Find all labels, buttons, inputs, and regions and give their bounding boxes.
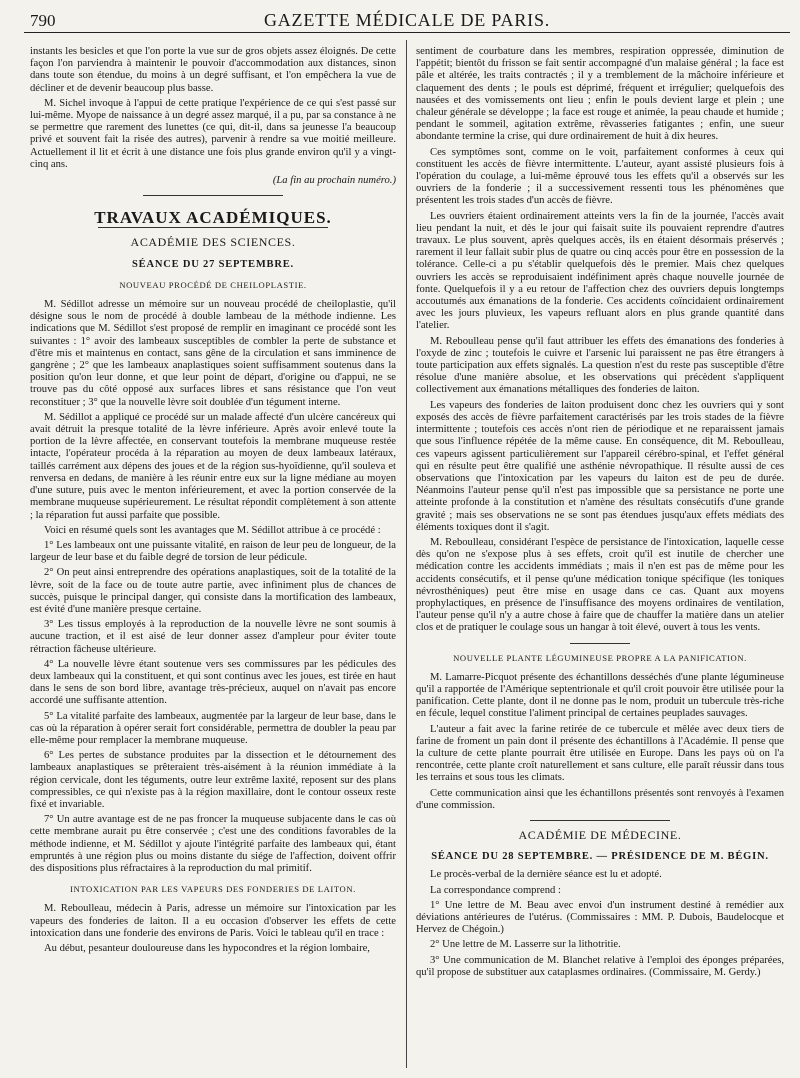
paragraph: M. Sédillot a appliqué ce procédé sur un malade affecté d'un ulcère cancéreux qui avait détruit la presque totalité de la lèvre inférieure. Après avoir enlevé toute la portion de la lèvre affectée, en conservant toutefois la membrane muqueuse restée intacte, l'opérateur procéda à la réparation au moyen de deux lambeaux latéraux, taillés carrément aux dépens des joues et de la région sus-hyoïdienne, qu'il souleva et renversa en dedans, de manière à les réunir entre eux sur la ligne médiane au moyen d'une suture, puis avec le menton inférieurement, et avec la portion conservée de la membrane muqueuse supérieurement. Le résultat répondit complètement à son attente ; la réparation fut aussi parfaite que possible.	[30, 411, 396, 521]
article-heading: NOUVEAU PROCÉDÉ DE CHEILOPLASTIE.	[119, 279, 307, 290]
list-item: 3° Une communication de M. Blanchet relative à l'emploi des éponges préparées, qu'il propose de substituer aux cataplasmes ordinaires. (Commissaire, M. Gerdy.)	[416, 954, 784, 978]
paragraph: sentiment de courbature dans les membres, respiration oppressée, diminution de l'appétit; bientôt du frisson se fait sentir accompagné d'un malaise général ; la face est pâle et altérée, les traits contractés ; il y a tremblement de la mâchoire inférieure et claquement des dents ; le pouls est déprimé, fréquent et irrégulier; quelquefois des nausées et des vomissements ont lieu ; enfin le pouls devient large et plein ; une chaleur générale se développe ; la face est rouge et animée, la peau chaude et humide ; pendant le sommeil, agitation extrême, rêvasseries fatigantes ; enfin, une sueur abondante termine la crise, qui dure ordinairement de huit à dix heures.	[416, 46, 784, 143]
divider	[143, 195, 283, 196]
academy-heading: ACADÉMIE DES SCIENCES.	[130, 235, 296, 250]
section-title-text: TRAVAUX ACADÉMIQUES.	[94, 208, 332, 228]
list-item: 2° On peut ainsi entreprendre des opérations anaplastiques, soit de la totalité de la lèvre, soit de la face ou de toute autre partie, avec infiniment plus de chances de succès, puisque le principal danger, qui consiste dans la mortification des lambeaux, est évité d'une manière presque certaine.	[30, 567, 396, 615]
page-header	[24, 8, 790, 33]
paragraph: Les ouvriers étaient ordinairement atteints vers la fin de la journée, l'accès avait lieu pendant la nuit, et dès le jour qui faisait suite ils pouvaient reprendre d'autres travaux. Le plus souvent, après quelques accès, ils en étaient désormais préservés ; rarement il leur fallait subir plus de quatre ou cinq accès pour être en possession de la tolérance. Celle-ci a pu s'établir quelquefois dès le premier. Mais chez quelques ouvriers les accès se reproduisaient indéfiniment après chaque nouvelle journée de fonte. Quelquefois il y a eu retour de l'affection chez des ouvriers depuis longtemps accoutumés aux émanations de la fonderie. Ces accidents coïncidaient ordinairement avec les jours pluvieux, les vapeurs refluant alors en plus grande quantité dans l'atelier.	[416, 210, 784, 332]
section-underline	[98, 227, 328, 228]
list-item: 1° Une lettre de M. Beau avec envoi d'un instrument destiné à remédier aux déviations antérieures de l'utérus. (Commissaires : MM. P. Dubois, Baudelocque et Hervez de Chégoin.)	[416, 899, 784, 936]
session-heading: SÉANCE DU 27 SEPTEMBRE.	[132, 258, 294, 270]
continuation-note: (La fin au prochain numéro.)	[272, 175, 396, 187]
article-heading: NOUVELLE PLANTE LÉGUMINEUSE PROPRE A LA PANIFICATION.	[453, 652, 747, 663]
paragraph: Cette communication ainsi que les échantillons présentés sont renvoyés à l'examen d'une commission.	[416, 787, 784, 811]
paragraph: Les vapeurs des fonderies de laiton produisent donc chez les ouvriers qui y sont exposés des accès de fièvre parfaitement caractérisés par les trois stades de la fièvre intermittente ; toutefois ces accès n'ont rien de périodique et ne reparaissent jamais que sous l'influence répétée de la même cause. En conséquence, dit M. Reboulleau, ces vapeurs agissent particulièrement sur l'appareil cérébro-spinal, et l'effet général qui en résulte peut être qualifié une asthénie névropathique. Il résulte aussi de ces observations que l'intoxication par les vapeurs du laiton est de peu de durée. Néanmoins l'auteur pense qu'il n'est pas impossible que sa persistance ne porte une atteinte profonde à la constitution et n'amène des résultats consécutifs d'une grande gravité ; mais ses observations ne se sont pas étendues jusqu'aux effets médiats des éléments toxiques dont il s'agit.	[416, 399, 784, 533]
divider	[570, 643, 630, 644]
paragraph: M. Sédillot adresse un mémoire sur un nouveau procédé de cheiloplastie, qu'il désigne sous le nom de procédé à double lambeau de la méthode indienne. Les indications que M. Sédillot s'est proposé de remplir en imaginant ce procédé sont les suivantes : 1° avoir des lambeaux susceptibles de combler la perte de substance et d'être mis et maintenus en contact, sans gêne de la circulation et sans imminence de gangrène ; 2° que les lambeaux anaplastiques soient suffisamment soutenus dans la position qu'on leur donne, et que leur point de départ, d'origine ou d'appui, ne se trouve pas du côté opposé aux surfaces libres et sans résistance que l'on veut reconstituer ; 3° que la nouvelle lèvre soit doublée d'un tégument interne.	[30, 299, 396, 408]
paragraph: M. Reboulleau, considérant l'espèce de persistance de l'intoxication, laquelle cesse dès qu'on ne s'expose plus à ses effets, croit qu'il est inutile de chercher une médication contre les accidents immédiats ; mais il n'en est pas de même pour les accidents consécutifs, et il pense qu'une médication tonique spécifique (les toniques névrosthéniques) peut être mise en usage dans ce cas. Quant aux moyens prophylactiques, en présence de l'insuffisance des moyens ordinaires de ventilation, l'auteur pense qu'il n'y a autre chose à faire que de chauffer la matière dans un atelier clos et de pratiquer le coulage sous un hangar à toit élevé, ouvert à tous les vents.	[416, 536, 784, 634]
list-item: 2° Une lettre de M. Lasserre sur la lithotritie.	[430, 939, 621, 951]
page-number: 790	[30, 11, 56, 30]
list-item: 3° Les tissus employés à la reproduction de la nouvelle lèvre ne sont soumis à aucune traction, et il est aisé de leur donner assez d'ampleur pour éviter toute rétraction fâcheuse ultérieure.	[30, 619, 396, 655]
paragraph: La correspondance comprend :	[430, 884, 561, 896]
divider	[530, 820, 670, 821]
paragraph: M. Reboulleau, médecin à Paris, adresse un mémoire sur l'intoxication par les vapeurs des fonderies de laiton. Il a eu occasion d'observer les effets de cette intoxication dans une fonderie des environs de Paris. Voici le tableau qu'il en trace :	[30, 903, 396, 939]
list-item: 1° Les lambeaux ont une puissante vitalité, en raison de leur peu de longueur, de la largeur de leur base et du faible degré de torsion de leur pédicule.	[30, 539, 396, 564]
academy-heading: ACADÉMIE DE MÉDECINE.	[518, 827, 682, 842]
paragraph: Voici en résumé quels sont les avantages que M. Sédillot attribue à ce procédé :	[44, 524, 381, 536]
paragraph: M. Lamarre-Picquot présente des échantillons desséchés d'une plante légumineuse qu'il a rapportée de l'Amérique septentrionale et qu'il croit pouvoir être utilisée pour la panification. Cette plante, dont il ne donne pas le nom, produit un tubercule très-riche en fécule, lequel constitue l'aliment principal de certaines peuplades sauvages.	[416, 671, 784, 720]
session-heading: SÉANCE DU 28 SEPTEMBRE. — PRÉSIDENCE DE M. BÉGIN.	[431, 851, 769, 863]
paragraph: Au début, pesanteur douloureuse dans les hypocondres et la région lombaire,	[44, 943, 370, 954]
paragraph: M. Sichel invoque à l'appui de cette pratique l'expérience de ce qui s'est passé sur lui-même. Myope de naissance à un degré assez marqué, il a pu, par sa constance à ne se permettre que rarement des lunettes (ce qui, dit-il, dans sa jeunesse l'a beaucoup privé et souvent fait la risée des autres), parvenir à rendre sa vue moitié meilleure. Actuellement il lit et écrit à une distance une fois plus grande environ qu'il y a vingt-cinq ans.	[30, 97, 396, 170]
article-heading: INTOXICATION PAR LES VAPEURS DES FONDERIES DE LAITON.	[70, 884, 356, 895]
paragraph: L'auteur a fait avec la farine retirée de ce tubercule et mêlée avec deux tiers de farine de froment un pain dont il présente des échantillons à l'Académie. Il pense que la culture de cette plante pourrait être utilisée en Europe. Dans les pays où on l'a rencontrée, cette plante croît naturellement et sans culture, elle paraît réussir dans tous les terrains et sous tous les climats.	[416, 723, 784, 784]
list-item: 4° La nouvelle lèvre étant soutenue vers ses commissures par les pédicules des deux lambeaux qui la constituent, et qui sont continus avec les joues, est tirée en haut dans le sens de son bord libre, avantage très-précieux, auquel on n'avait pas encore accordé une suffisante attention.	[30, 658, 396, 707]
column-divider	[406, 40, 407, 1068]
right-column	[416, 46, 784, 1072]
left-column	[30, 46, 396, 1072]
paragraph: instants les besicles et que l'on porte la vue sur de gros objets assez éloignés. De cette façon l'on parviendra à maintenir le pouvoir d'accommodation aux distances, sinon dans toute son étendue, du moins à un degré suffisant, et l'on empêchera la vue de décliner et de devenir beaucoup plus basse.	[30, 46, 396, 94]
paragraph: Ces symptômes sont, comme on le voit, parfaitement conformes à ceux qui constituent les accès de fièvre intermittente. L'auteur, ayant assisté plusieurs fois à l'opération du coulage, a lui-même éprouvé tous les effets qu'il a observés sur les ouvriers de la fonderie ; il a successivement ressenti tous les phénomènes que présentent les trois stades d'un accès de fièvre.	[416, 146, 784, 207]
list-item: 5° La vitalité parfaite des lambeaux, augmentée par la largeur de leur base, dans le cas où la réparation à opérer serait fort considérable, permettra de doubler la peau par elle-même pour remplacer la membrane muqueuse.	[30, 710, 396, 746]
paragraph: Le procès-verbal de la dernière séance est lu et adopté.	[430, 869, 662, 881]
section-title	[30, 208, 396, 228]
running-title: GAZETTE MÉDICALE DE PARIS.	[263, 10, 551, 30]
paragraph: M. Reboulleau pense qu'il faut attribuer les effets des émanations des fonderies à l'oxyde de zinc ; toutefois le cuivre et l'arsenic lui paraissent ne pas être étrangers à toute participation aux effets signalés. La question n'est du reste pas susceptible d'être résolue d'une manière absolue, et les observations qui précèdent s'appliquent collectivement aux émanations métalliques des fonderies de laiton.	[416, 335, 784, 396]
list-item: 7° Un autre avantage est de ne pas froncer la muqueuse subjacente dans le cas où cette membrane aurait pu être conservée ; c'est une des conditions favorables de la méthode indienne, et M. Sédillot y ajoute l'intégrité parfaite des lambeaux qui, étant empruntés à une région plus ou moins distante du siége de l'affection, doivent offrir des dispositions plus réfractaires à la reproduction du mal primitif.	[30, 814, 396, 874]
list-item: 6° Les pertes de substance produites par la dissection et le détournement des lambeaux anaplastiques se prêteraient très-aisément à la réunion immédiate à la région cervicale, dont les téguments, outre leur extrême laxité, reposent sur des plans compressibles, ce qui n'existe pas à la région maxillaire, dont le contour osseux reste fixé et invariable.	[30, 750, 396, 810]
